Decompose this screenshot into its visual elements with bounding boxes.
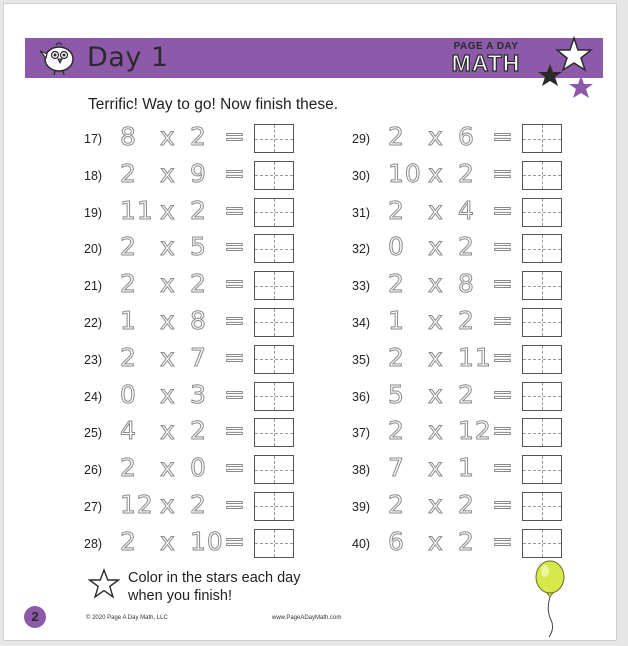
copyright-text: © 2020 Page A Day Math, LLC — [86, 615, 168, 621]
first-factor: 2 — [120, 453, 137, 483]
first-factor: 5 — [388, 379, 405, 409]
problem-number: 32) — [352, 242, 371, 257]
first-factor: 11 — [120, 195, 154, 225]
answer-box[interactable] — [254, 234, 294, 263]
answer-box[interactable] — [254, 271, 294, 300]
answer-box[interactable] — [522, 345, 562, 374]
answer-box[interactable] — [522, 492, 562, 521]
equals-sign: = — [492, 342, 514, 372]
times-sign: x — [428, 526, 444, 556]
problem-number: 33) — [352, 279, 371, 294]
second-factor: 2 — [190, 122, 207, 151]
second-factor: 2 — [458, 379, 475, 409]
second-factor: 2 — [458, 305, 475, 335]
times-sign: x — [160, 232, 176, 262]
answer-box[interactable] — [254, 161, 294, 190]
answer-box[interactable] — [254, 492, 294, 521]
problem-number: 18) — [84, 168, 103, 183]
times-sign: x — [160, 269, 176, 299]
second-factor: 7 — [190, 342, 207, 372]
times-sign: x — [428, 195, 444, 225]
decorative-stars-icon — [526, 36, 606, 106]
website-text: www.PageADayMath.com — [272, 615, 342, 621]
equals-sign: = — [492, 195, 514, 225]
first-factor: 7 — [388, 453, 405, 483]
answer-box[interactable] — [254, 198, 294, 227]
problem-number: 35) — [352, 352, 371, 367]
problem-number: 27) — [84, 499, 103, 514]
second-factor: 2 — [458, 489, 475, 519]
second-factor: 2 — [458, 526, 475, 556]
logo-top-text: PAGE A DAY — [453, 41, 519, 52]
first-factor: 2 — [120, 158, 137, 188]
equals-sign: = — [224, 526, 246, 556]
problem-number: 37) — [352, 426, 371, 441]
answer-box[interactable] — [254, 124, 294, 153]
first-factor: 10 — [388, 158, 422, 188]
times-sign: x — [160, 416, 176, 446]
answer-box[interactable] — [254, 529, 294, 558]
times-sign: x — [428, 379, 444, 409]
answer-box[interactable] — [522, 234, 562, 263]
problem-number: 24) — [84, 389, 103, 404]
problem-number: 19) — [84, 205, 103, 220]
answer-box[interactable] — [522, 418, 562, 447]
first-factor: 6 — [388, 526, 405, 556]
second-factor: 2 — [190, 269, 207, 299]
problem-number: 39) — [352, 499, 371, 514]
page-a-day-math-logo — [438, 41, 534, 75]
problem-number: 40) — [352, 536, 371, 551]
second-factor: 2 — [458, 232, 475, 262]
second-factor: 3 — [190, 379, 207, 409]
times-sign: x — [428, 158, 444, 188]
equals-sign: = — [492, 379, 514, 409]
answer-box[interactable] — [522, 455, 562, 484]
equals-sign: = — [224, 342, 246, 372]
first-factor: 2 — [388, 269, 405, 299]
problem-number: 23) — [84, 352, 103, 367]
equals-sign: = — [492, 453, 514, 483]
problem-number: 36) — [352, 389, 371, 404]
second-factor: 5 — [190, 232, 207, 262]
first-factor: 4 — [120, 416, 137, 446]
times-sign: x — [160, 489, 176, 519]
first-factor: 2 — [120, 232, 137, 262]
answer-box[interactable] — [522, 308, 562, 337]
page-number-badge: 2 — [24, 606, 46, 628]
problem-number: 38) — [352, 463, 371, 478]
times-sign: x — [428, 122, 444, 151]
equals-sign: = — [492, 489, 514, 519]
equals-sign: = — [224, 232, 246, 262]
second-factor: 6 — [458, 122, 475, 151]
day-title: Day 1 — [87, 42, 169, 73]
second-factor: 8 — [190, 305, 207, 335]
second-factor: 9 — [190, 158, 207, 188]
answer-box[interactable] — [254, 382, 294, 411]
header-banner — [25, 38, 603, 78]
answer-box[interactable] — [522, 529, 562, 558]
times-sign: x — [428, 232, 444, 262]
equals-sign: = — [492, 526, 514, 556]
problem-number: 29) — [352, 132, 371, 146]
problem-number: 26) — [84, 463, 103, 478]
answer-box[interactable] — [254, 345, 294, 374]
times-sign: x — [160, 379, 176, 409]
times-sign: x — [428, 489, 444, 519]
times-sign: x — [428, 305, 444, 335]
first-factor: 2 — [388, 489, 405, 519]
answer-box[interactable] — [254, 308, 294, 337]
equals-sign: = — [224, 269, 246, 299]
equals-sign: = — [224, 453, 246, 483]
second-factor: 2 — [190, 489, 207, 519]
answer-box[interactable] — [522, 124, 562, 153]
worksheet-page — [4, 4, 616, 640]
problem-number: 31) — [352, 205, 371, 220]
second-factor: 8 — [458, 269, 475, 299]
second-factor: 4 — [458, 195, 475, 225]
problem-number: 30) — [352, 168, 371, 183]
answer-box[interactable] — [522, 382, 562, 411]
times-sign: x — [428, 416, 444, 446]
equals-sign: = — [492, 269, 514, 299]
equals-sign: = — [224, 195, 246, 225]
equals-sign: = — [492, 232, 514, 262]
problem-number: 22) — [84, 315, 103, 330]
equals-sign: = — [224, 305, 246, 335]
equals-sign: = — [492, 305, 514, 335]
times-sign: x — [428, 269, 444, 299]
first-factor: 12 — [120, 489, 154, 519]
second-factor: 2 — [190, 416, 207, 446]
equals-sign: = — [224, 122, 246, 151]
second-factor: 11 — [458, 342, 492, 372]
first-factor: 2 — [120, 526, 137, 556]
first-factor: 1 — [388, 305, 405, 335]
equals-sign: = — [224, 158, 246, 188]
problem-number: 25) — [84, 426, 103, 441]
second-factor: 2 — [190, 195, 207, 225]
problem-number: 20) — [84, 242, 103, 257]
footer-message: Color in the stars each day when you finish! — [128, 570, 301, 605]
first-factor: 8 — [120, 122, 137, 151]
times-sign: x — [428, 453, 444, 483]
equals-sign: = — [224, 379, 246, 409]
equals-sign: = — [224, 416, 246, 446]
times-sign: x — [160, 526, 176, 556]
problem-number: 34) — [352, 315, 371, 330]
answer-box[interactable] — [522, 271, 562, 300]
equals-sign: = — [492, 416, 514, 446]
first-factor: 2 — [120, 269, 137, 299]
logo-main-text: MATH — [451, 50, 521, 76]
equals-sign: = — [492, 122, 514, 151]
answer-box[interactable] — [254, 418, 294, 447]
answer-box[interactable] — [254, 455, 294, 484]
first-factor: 2 — [388, 195, 405, 225]
times-sign: x — [160, 305, 176, 335]
first-factor: 0 — [388, 232, 405, 262]
second-factor: 1 — [458, 453, 475, 483]
balloon-icon — [532, 560, 568, 638]
second-factor: 0 — [190, 453, 207, 483]
equals-sign: = — [224, 489, 246, 519]
second-factor: 10 — [190, 526, 224, 556]
answer-box[interactable] — [522, 161, 562, 190]
first-factor: 2 — [388, 416, 405, 446]
instruction-text: Terrific! Way to go! Now finish these. — [88, 96, 339, 113]
first-factor: 0 — [120, 379, 137, 409]
times-sign: x — [160, 158, 176, 188]
second-factor: 12 — [458, 416, 492, 446]
problem-number: 17) — [84, 132, 103, 146]
star-icon — [88, 568, 120, 600]
times-sign: x — [160, 342, 176, 372]
answer-box[interactable] — [522, 198, 562, 227]
first-factor: 2 — [388, 122, 405, 151]
second-factor: 2 — [458, 158, 475, 188]
times-sign: x — [160, 453, 176, 483]
bird-icon — [37, 40, 79, 76]
times-sign: x — [160, 122, 176, 151]
first-factor: 1 — [120, 305, 137, 335]
problem-number: 21) — [84, 279, 103, 294]
equals-sign: = — [492, 158, 514, 188]
problem-number: 28) — [84, 536, 103, 551]
first-factor: 2 — [120, 342, 137, 372]
times-sign: x — [428, 342, 444, 372]
first-factor: 2 — [388, 342, 405, 372]
times-sign: x — [160, 195, 176, 225]
